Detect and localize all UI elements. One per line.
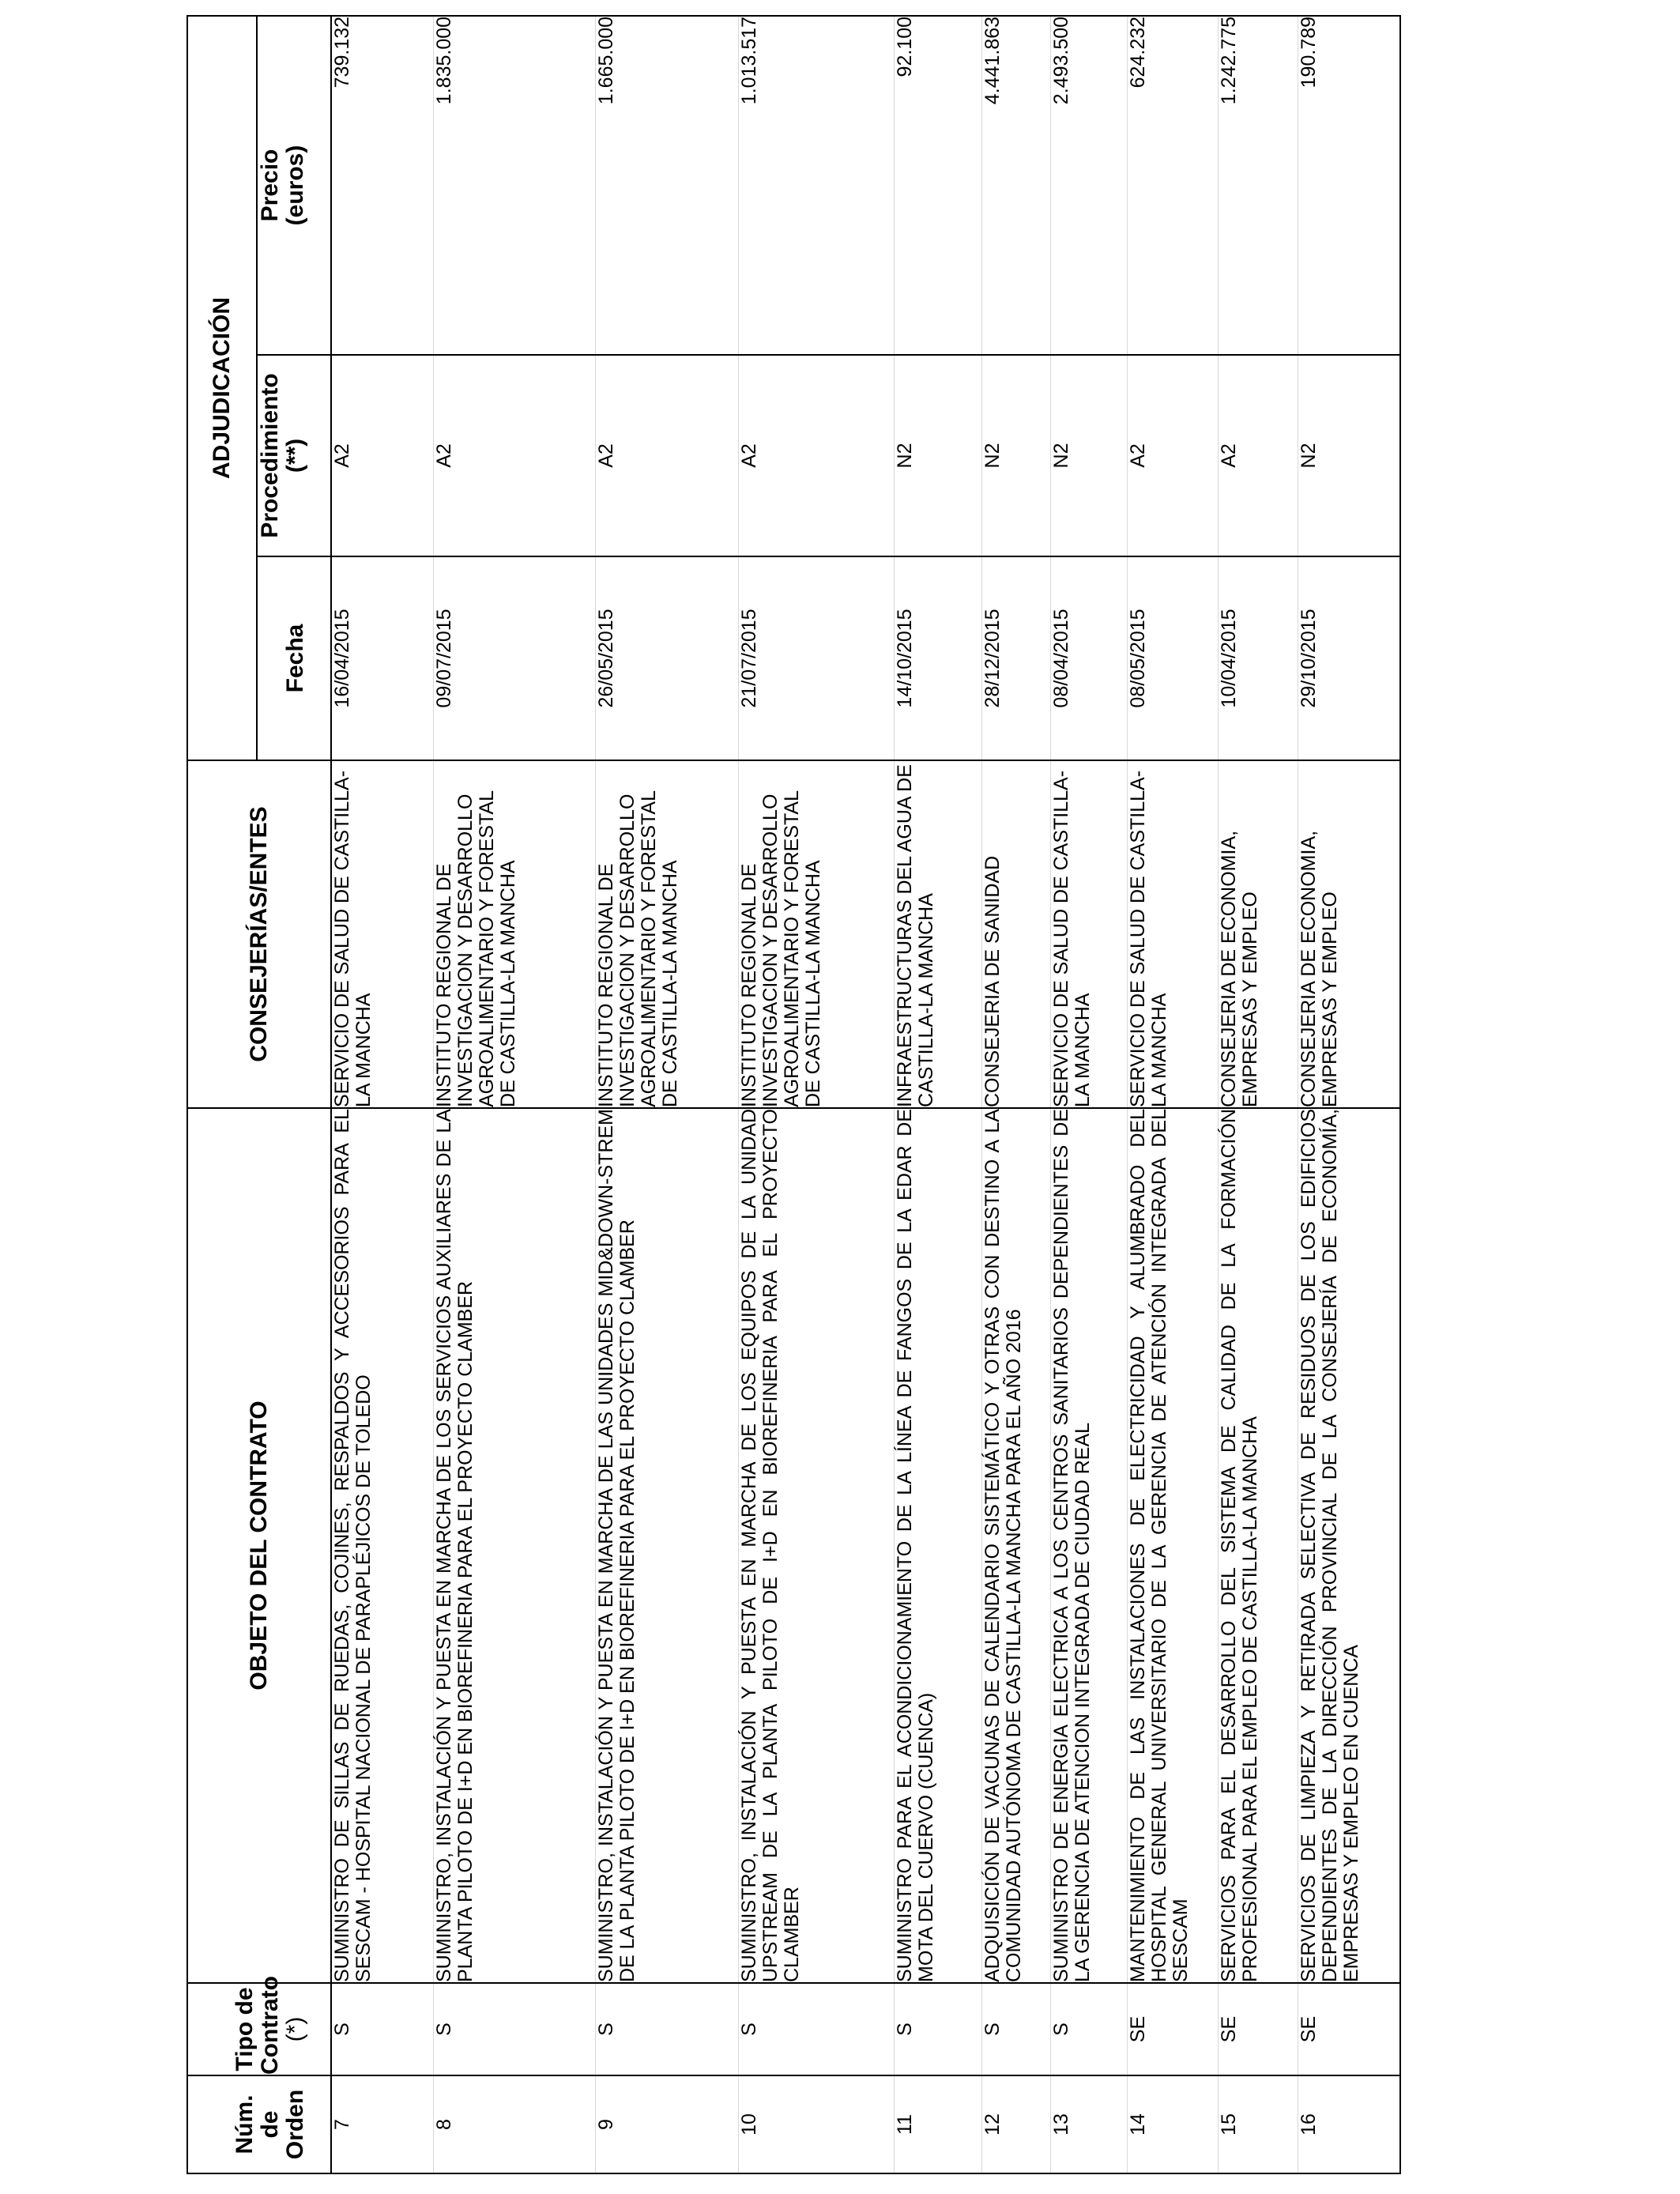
cell-precio: 1.242.775	[1219, 16, 1298, 355]
header-objeto: OBJETO DEL CONTRATO	[187, 1108, 331, 1983]
cell-procedimiento: N2	[982, 355, 1051, 556]
cell-precio: 1.013.517	[739, 16, 895, 355]
table-row	[895, 16, 982, 2173]
cell-fecha: 29/10/2015	[1298, 556, 1401, 760]
header-precio-line1: Precio	[257, 149, 283, 222]
cell-objeto: SUMINISTRO, INSTALACIÓN Y PUESTA EN MARCHA DE LOS SERVICIOS AUXILIARES DE LA PLANTA PILOTO DE I+D EN BIOREFINERIA PARA EL PROYECTO CLAMBER	[434, 1108, 596, 1983]
table-row	[1051, 16, 1128, 2173]
header-proc-line1: Procedimiento	[257, 373, 283, 538]
cell-procedimiento: A2	[331, 355, 434, 556]
cell-precio: 2.493.500	[1051, 16, 1128, 355]
cell-tipo: S	[895, 1983, 982, 2075]
header-tipo-line2: Contrato	[257, 1976, 283, 2075]
cell-fecha: 08/05/2015	[1128, 556, 1219, 760]
cell-ente: SERVICIO DE SALUD DE CASTILLA-LA MANCHA	[1128, 760, 1219, 1108]
table-row	[1298, 16, 1401, 2173]
cell-ente: CONSEJERIA DE SANIDAD	[982, 760, 1051, 1108]
cell-tipo: S	[1051, 1983, 1128, 2075]
cell-num: 8	[434, 2075, 596, 2173]
cell-procedimiento: A2	[739, 355, 895, 556]
table-row	[739, 16, 895, 2173]
cell-objeto: ADQUISICIÓN DE VACUNAS DE CALENDARIO SISTEMÁTICO Y OTRAS CON DESTINO A LA COMUNIDAD AUTÓNOMA DE CASTILLA-LA MANCHA PARA EL AÑO 2016	[982, 1108, 1051, 1983]
cell-ente: SERVICIO DE SALUD DE CASTILLA-LA MANCHA	[331, 760, 434, 1108]
cell-objeto: SUMINISTRO DE SILLAS DE RUEDAS, COJINES, RESPALDOS Y ACCESORIOS PARA EL SESCAM - HOSPITAL NACIONAL DE PARAPLÉJICOS DE TOLEDO	[331, 1108, 434, 1983]
cell-num: 10	[739, 2075, 895, 2173]
cell-procedimiento: A2	[1219, 355, 1298, 556]
cell-tipo: SE	[1298, 1983, 1401, 2075]
table-row	[434, 16, 596, 2173]
cell-objeto: SUMINISTRO, INSTALACIÓN Y PUESTA EN MARCHA DE LOS EQUIPOS DE LA UNIDAD UPSTREAM DE LA PLANTA PILOTO DE I+D EN BIOREFINERIA PARA EL PROYECTO CLAMBER	[739, 1108, 895, 1983]
cell-fecha: 14/10/2015	[895, 556, 982, 760]
cell-fecha: 28/12/2015	[982, 556, 1051, 760]
header-tipo-line1: Tipo de	[232, 1987, 258, 2071]
cell-tipo: S	[331, 1983, 434, 2075]
cell-precio: 92.100	[895, 16, 982, 355]
cell-num: 11	[895, 2075, 982, 2173]
cell-ente: INFRAESTRUCTURAS DEL AGUA DE CASTILLA-LA MANCHA	[895, 760, 982, 1108]
cell-ente: INSTITUTO REGIONAL DE INVESTIGACION Y DESARROLLO AGROALIMENTARIO Y FORESTAL DE CASTILLA-LA MANCHA	[596, 760, 739, 1108]
cell-precio: 1.835.000	[434, 16, 596, 355]
cell-num: 7	[331, 2075, 434, 2173]
cell-fecha: 10/04/2015	[1219, 556, 1298, 760]
cell-num: 12	[982, 2075, 1051, 2173]
cell-precio: 190.789	[1298, 16, 1401, 355]
cell-procedimiento: A2	[596, 355, 739, 556]
header-tipo-contrato	[187, 1976, 331, 2075]
cell-objeto: SUMINISTRO DE ENERGIA ELECTRICA A LOS CENTROS SANITARIOS DEPENDIENTES DE LA GERENCIA DE ATENCION INTEGRADA DE CIUDAD REAL	[1051, 1108, 1128, 1983]
cell-tipo: SE	[1219, 1983, 1298, 2075]
cell-ente: SERVICIO DE SALUD DE CASTILLA-LA MANCHA	[1051, 760, 1128, 1108]
cell-procedimiento: A2	[434, 355, 596, 556]
header-num-line3: Orden	[282, 2089, 308, 2160]
cell-num: 15	[1219, 2075, 1298, 2173]
cell-tipo: SE	[1128, 1983, 1219, 2075]
cell-fecha: 26/05/2015	[596, 556, 739, 760]
cell-precio: 4.441.863	[982, 16, 1051, 355]
cell-num: 16	[1298, 2075, 1401, 2173]
header-entes: CONSEJERÍAS/ENTES	[187, 760, 331, 1108]
cell-procedimiento: N2	[1051, 355, 1128, 556]
header-precio-line2: (euros)	[282, 145, 308, 226]
cell-ente: INSTITUTO REGIONAL DE INVESTIGACION Y DESARROLLO AGROALIMENTARIO Y FORESTAL DE CASTILLA-LA MANCHA	[739, 760, 895, 1108]
cell-fecha: 09/07/2015	[434, 556, 596, 760]
table-row	[331, 16, 434, 2173]
cell-num: 9	[596, 2075, 739, 2173]
cell-objeto: MANTENIMIENTO DE LAS INSTALACIONES DE ELECTRICIDAD Y ALUMBRADO DEL HOSPITAL GENERAL UNIVERSITARIO DE LA GERENCIA DE ATENCIÓN INTEGRADA DEL SESCAM	[1128, 1108, 1219, 1983]
contracts-table	[186, 15, 1401, 2174]
cell-fecha: 08/04/2015	[1051, 556, 1128, 760]
cell-num: 14	[1128, 2075, 1219, 2173]
cell-ente: CONSEJERIA DE ECONOMIA, EMPRESAS Y EMPLEO	[1219, 760, 1298, 1108]
cell-tipo: S	[982, 1983, 1051, 2075]
cell-ente: CONSEJERIA DE ECONOMIA, EMPRESAS Y EMPLEO	[1298, 760, 1401, 1108]
cell-precio: 739.132	[331, 16, 434, 355]
cell-precio: 1.665.000	[596, 16, 739, 355]
cell-tipo: S	[739, 1983, 895, 2075]
cell-ente: INSTITUTO REGIONAL DE INVESTIGACION Y DESARROLLO AGROALIMENTARIO Y FORESTAL DE CASTILLA-LA MANCHA	[434, 760, 596, 1108]
header-fecha: Fecha	[257, 556, 331, 760]
table-row	[982, 16, 1051, 2173]
header-tipo-line3: (*)	[282, 2016, 308, 2042]
table-row	[1219, 16, 1298, 2173]
cell-tipo: S	[434, 1983, 596, 2075]
cell-tipo: S	[596, 1983, 739, 2075]
header-adjudicacion: ADJUDICACIÓN	[187, 16, 257, 760]
cell-precio: 624.232	[1128, 16, 1219, 355]
table-row	[1128, 16, 1219, 2173]
cell-num: 13	[1051, 2075, 1128, 2173]
cell-objeto: SERVICIOS PARA EL DESARROLLO DEL SISTEMA DE CALIDAD DE LA FORMACIÓN PROFESIONAL PARA EL EMPLEO DE CASTILLA-LA MANCHA	[1219, 1108, 1298, 1983]
cell-procedimiento: A2	[1128, 355, 1219, 556]
header-proc-line2: (**)	[282, 438, 308, 473]
cell-procedimiento: N2	[895, 355, 982, 556]
header-procedimiento	[257, 355, 331, 556]
cell-procedimiento: N2	[1298, 355, 1401, 556]
header-precio	[257, 16, 331, 355]
header-num-line1: Núm.	[232, 2094, 258, 2154]
cell-fecha: 16/04/2015	[331, 556, 434, 760]
table-row	[596, 16, 739, 2173]
cell-objeto: SUMINISTRO, INSTALACIÓN Y PUESTA EN MARCHA DE LAS UNIDADES MID&DOWN-STREM DE LA PLANTA PILOTO DE I+D EN BIOREFINERIA PARA EL PROYECTO CLAMBER	[596, 1108, 739, 1983]
cell-fecha: 21/07/2015	[739, 556, 895, 760]
cell-objeto: SERVICIOS DE LIMPIEZA Y RETIRADA SELECTIVA DE RESIDUOS DE LOS EDIFICIOS DEPENDIENTES DE LA DIRECCIÓN PROVINCIAL DE LA CONSEJERÍA DE ECONOMÍA, EMPRESAS Y EMPLEO EN CUENCA	[1298, 1108, 1401, 1983]
header-num-orden	[187, 2075, 331, 2173]
header-num-line2: de	[257, 2110, 283, 2139]
cell-objeto: SUMINISTRO PARA EL ACONDICIONAMIENTO DE LA LÍNEA DE FANGOS DE LA EDAR DE MOTA DEL CUERVO (CUENCA)	[895, 1108, 982, 1983]
